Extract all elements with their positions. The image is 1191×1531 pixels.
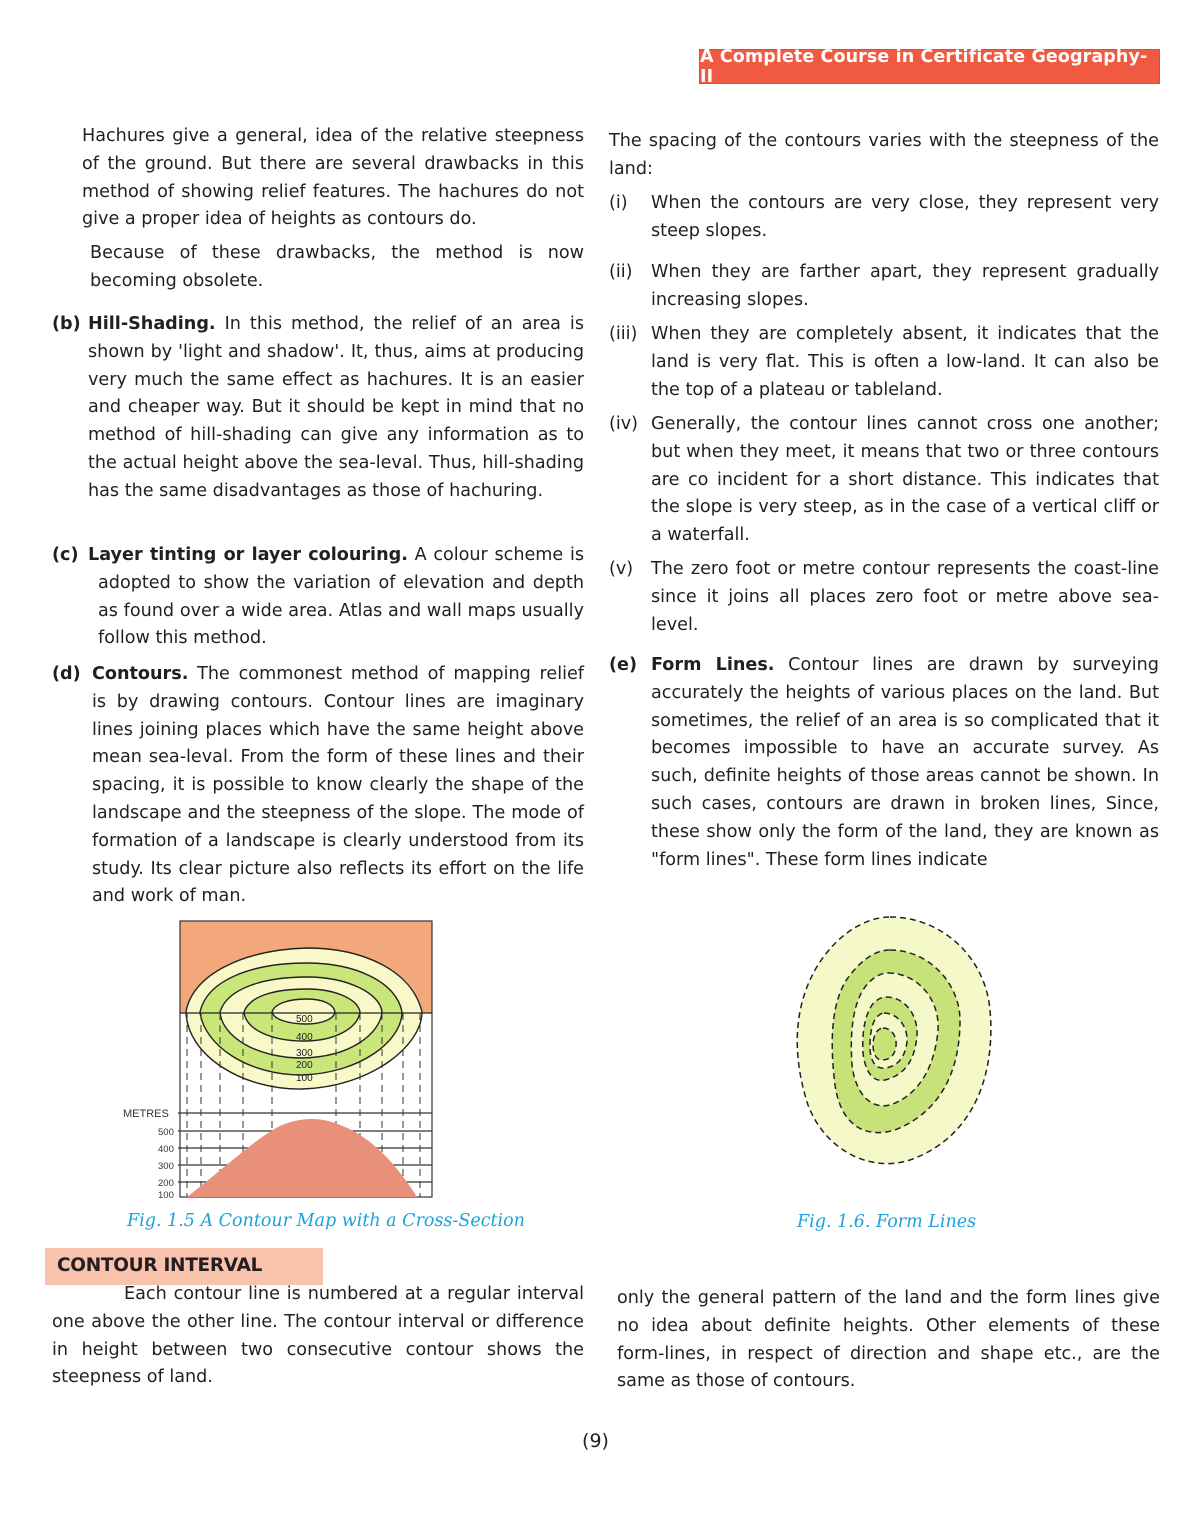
book-title-badge: A Complete Course in Certificate Geography-II <box>699 49 1160 84</box>
figure-contour-map <box>112 915 442 1205</box>
figure-1-6-caption: Fig. 1.6. Form Lines <box>797 1212 977 1232</box>
list-item-layer-tinting <box>52 542 584 653</box>
item-label: (iv) <box>609 414 639 434</box>
item-term: Contours. <box>92 664 189 684</box>
list-item-iv <box>609 411 1159 550</box>
item-label: (d) <box>52 664 81 684</box>
list-item-hill-shading <box>52 311 584 506</box>
svg-text:100: 100 <box>296 1073 313 1084</box>
svg-text:100: 100 <box>158 1190 174 1201</box>
item-label: (iii) <box>609 324 638 344</box>
item-label: (e) <box>609 655 638 675</box>
item-term: Hill-Shading. <box>88 314 216 334</box>
item-text: Contour lines are drawn by surveying accurately the heights of various places on the land. But sometimes, the relief of an area is so complicated that it becomes impossible to have an accurate survey. As such, definite heights of those areas cannot be shown. In such cases, contours are drawn in broken lines, Since, these show only the form of the land, they are known as "form lines". These form lines indicate <box>651 655 1159 870</box>
hachures-paragraph: Hachures give a general, idea of the relative steepness of the ground. But there are several drawbacks in this method of showing relief features. The hachures do not give a proper idea of heights as contours do. <box>82 126 584 230</box>
svg-text:400: 400 <box>296 1032 313 1043</box>
item-text: When they are completely absent, it indicates that the land is very flat. This is often a low-land. It can also be the top of a plateau or tableland. <box>651 324 1159 400</box>
item-term: Layer tinting or layer colouring. <box>88 545 408 565</box>
svg-text:400: 400 <box>158 1144 174 1155</box>
item-term: Form Lines. <box>651 655 775 675</box>
item-text: In this method, the relief of an area is shown by 'light and shadow'. It, thus, aims at producing very much the same effect as hachures. It is an easier and cheaper way. But it should be kept in mind that no method of hill-shading can give any information as to the actual height above the sea-leval. Thus, hill-shading has the same disadvantages as those of hachuring. <box>88 314 584 501</box>
svg-text:500: 500 <box>158 1127 174 1138</box>
list-item-contours <box>52 661 584 911</box>
list-item-v <box>609 556 1159 639</box>
page-number: (9) <box>582 1430 609 1452</box>
item-label: (i) <box>609 193 628 213</box>
list-item-form-lines <box>609 652 1159 874</box>
svg-text:300: 300 <box>296 1048 313 1059</box>
item-text: Generally, the contour lines cannot cross one another; but when they meet, it means that two or three contours are co incident for a short distance. This indicates that the slope is very steep, as in the case of a vertical cliff or a waterfall. <box>651 414 1159 546</box>
svg-text:500: 500 <box>296 1014 313 1025</box>
item-label: (ii) <box>609 262 633 282</box>
item-text: The commonest method of mapping relief is by drawing contours. Contour lines are imaginary lines joining places which have the same height above mean sea-leval. From the form of these lines and their spacing, it is possible to know clearly the shape of the landscape and the steepness of the slope. The mode of formation of a landscape is clearly understood from its study. Its clear picture also reflects its effort on the life and work of man. <box>92 664 584 907</box>
list-item-iii <box>609 321 1159 404</box>
list-item-i <box>609 190 1159 246</box>
figure-1-5-caption: Fig. 1.5 A Contour Map with a Cross-Section <box>127 1211 525 1231</box>
svg-text:200: 200 <box>158 1178 174 1189</box>
item-text: When the contours are very close, they represent very steep slopes. <box>651 193 1159 241</box>
obsolete-paragraph: Because of these drawbacks, the method is now becoming obsolete. <box>90 243 584 291</box>
item-label: (b) <box>52 314 81 334</box>
item-text: When they are farther apart, they represent gradually increasing slopes. <box>651 262 1159 310</box>
section-heading-contour-interval: CONTOUR INTERVAL <box>45 1248 323 1285</box>
form-lines-continuation: only the general pattern of the land and the form lines give no idea about definite heights. Other elements of these form-lines, in respect of direction and shape etc., are the same as those of contours. <box>617 1288 1160 1392</box>
svg-text:200: 200 <box>296 1060 313 1071</box>
item-text: A colour scheme is adopted to show the variation of elevation and depth as found over a wide area. Atlas and wall maps usually follow this method. <box>98 545 584 649</box>
list-item-ii <box>609 259 1159 315</box>
svg-text:300: 300 <box>158 1161 174 1172</box>
item-label: (c) <box>52 545 79 565</box>
figure-form-lines <box>780 905 1010 1175</box>
spacing-intro-paragraph: The spacing of the contours varies with the steepness of the land: <box>609 131 1159 179</box>
item-text: The zero foot or metre contour represents the coast-line since it joins all places zero foot or metre above sea-level. <box>651 559 1159 635</box>
svg-text:METRES: METRES <box>123 1108 169 1120</box>
contour-interval-paragraph: Each contour line is numbered at a regular interval one above the other line. The contour interval or difference in height between two consecutive contour shows the steepness of land. <box>52 1284 584 1388</box>
item-label: (v) <box>609 559 634 579</box>
